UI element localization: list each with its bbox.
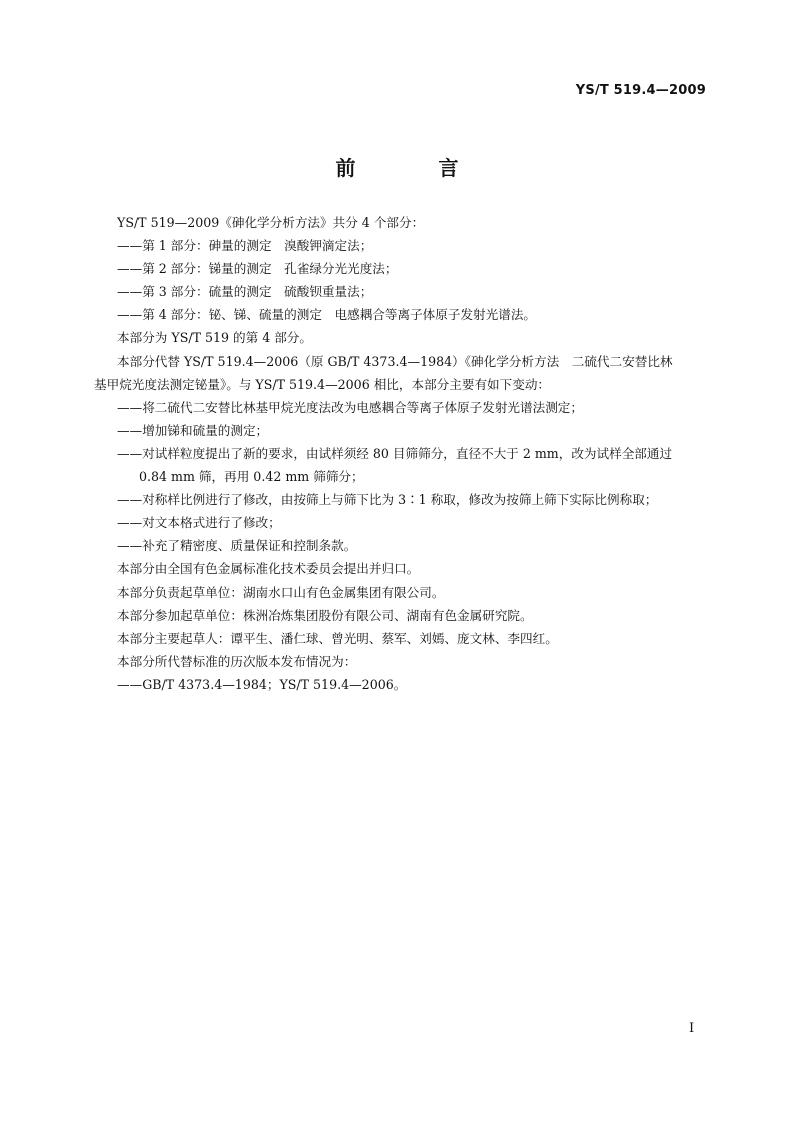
list-item: ——补充了精密度、质量保证和控制条款。 xyxy=(117,538,357,554)
paragraph: 本部分所代替标准的历次版本发布情况为： xyxy=(117,653,357,669)
list-item: ——第 3 部分：硫量的测定 硫酸钡重量法； xyxy=(117,284,373,300)
list-item: ——将二硫代二安替比林基甲烷光度法改为电感耦合等离子体原子发射光谱法测定； xyxy=(117,399,583,415)
page-number: I xyxy=(689,1021,695,1036)
standard-code: YS/T 519.4—2009 xyxy=(575,83,706,98)
paragraph: 本部分负责起草单位：湖南水口山有色金属集团有限公司。 xyxy=(117,584,445,600)
list-item: ——增加锑和硫量的测定； xyxy=(117,422,269,438)
list-item: ——第 4 部分：铋、锑、硫量的测定 电感耦合等离子体原子发射光谱法。 xyxy=(117,307,537,323)
paragraph: 本部分代替 YS/T 519.4—2006（原 GB/T 4373.4—1984）《砷化学分析方法 二硫代二安替比林 xyxy=(117,353,673,369)
list-item: ——第 2 部分：锑量的测定 孔雀绿分光光度法； xyxy=(117,261,398,277)
list-item: ——第 1 部分：砷量的测定 溴酸钾滴定法； xyxy=(117,238,373,254)
paragraph: YS/T 519—2009《砷化学分析方法》共分 4 个部分： xyxy=(117,215,425,230)
list-item-continuation: 0.84 mm 筛，再用 0.42 mm 筛筛分； xyxy=(139,469,364,485)
paragraph: 本部分主要起草人：谭平生、潘仁球、曾光明、蔡军、刘嫣、庞文林、李四红。 xyxy=(117,630,558,646)
paragraph: 本部分由全国有色金属标准化技术委员会提出并归口。 xyxy=(117,561,420,577)
paragraph-continuation: 基甲烷光度法测定铋量》。与 YS/T 519.4—2006 相比，本部分主要有如下变动： xyxy=(94,376,551,392)
list-item: ——对文本格式进行了修改； xyxy=(117,515,281,531)
page-title: 前 言 xyxy=(335,156,497,180)
paragraph: 本部分参加起草单位：株洲冶炼集团股份有限公司、湖南有色金属研究院。 xyxy=(117,607,533,623)
list-item: ——对称样比例进行了修改，由按筛上与筛下比为 3∶1 称取，修改为按筛上筛下实际比例称取； xyxy=(117,492,658,508)
list-item: ——对试样粒度提出了新的要求，由试样须经 80 目筛筛分，直径不大于 2 mm，改为试样全部通过 xyxy=(117,445,673,461)
document-body xyxy=(94,211,712,696)
paragraph: 本部分为 YS/T 519 的第 4 部分。 xyxy=(117,330,312,346)
list-item: ——GB/T 4373.4—1984；YS/T 519.4—2006。 xyxy=(117,676,407,692)
